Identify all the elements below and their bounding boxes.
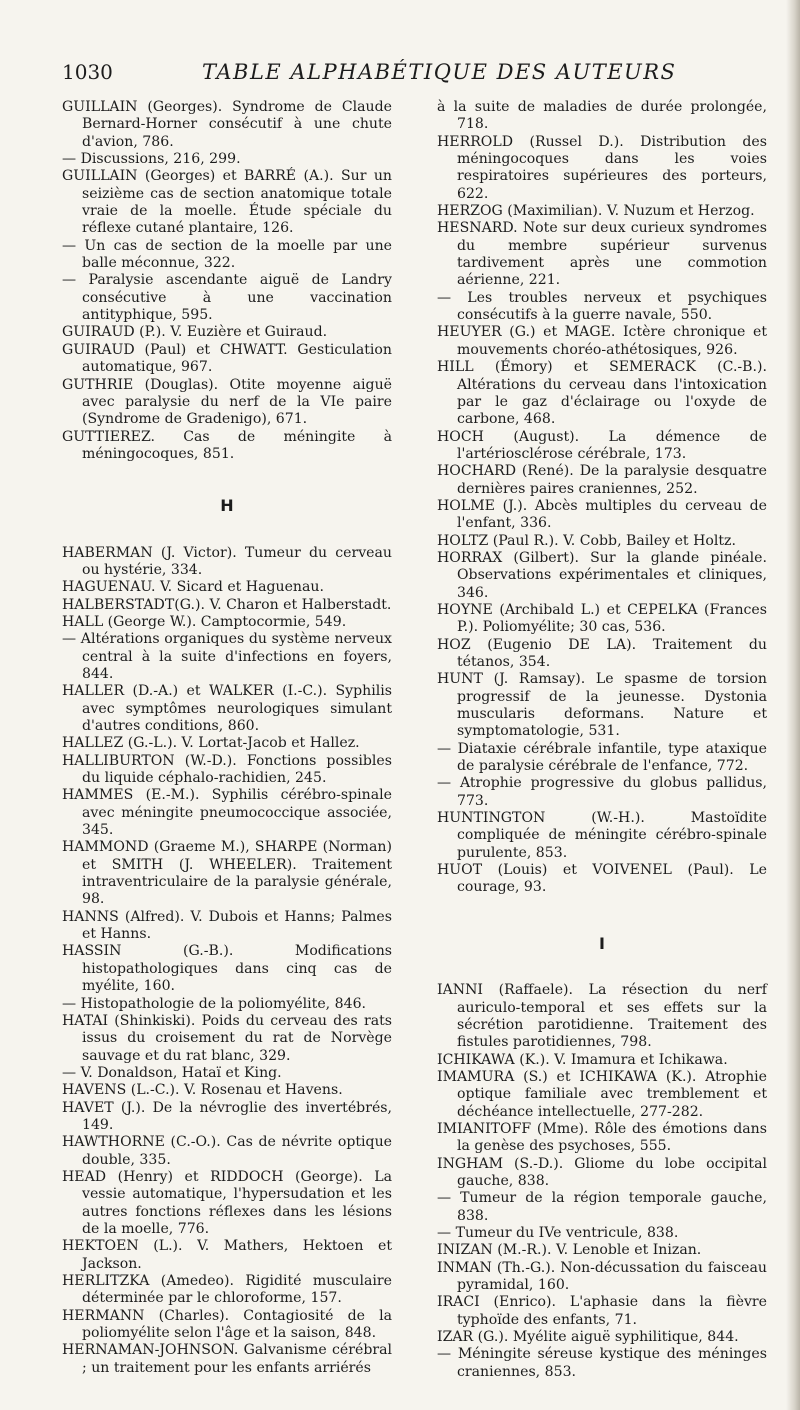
page-number: 1030	[62, 60, 113, 84]
index-entry: HOCH (August). La démence de l'artériosclérose cérébrale, 173.	[437, 428, 767, 462]
index-entry: HEKTOEN (L.). V. Mathers, Hektoen et Jackson.	[62, 1238, 392, 1272]
index-entry: — Diataxie cérébrale infantile, type ataxique de paralysie cérébrale de l'enfance, 772.	[437, 740, 767, 775]
index-entry: — V. Donaldson, Hataï et King.	[62, 1064, 282, 1081]
index-entry: HOYNE (Archibald L.) et CEPELKA (Frances P.). Poliomyélite; 30 cas, 536.	[437, 601, 767, 636]
index-entry: HALLER (D.-A.) et WALKER (I.-C.). Syphilis avec symptômes neurologiques simulant d'autres conditions, 860.	[62, 683, 392, 734]
index-entry: HATAI (Shinkiski). Poids du cerveau des rats issus du croisement du rat de Norvège sauvage et du rat blanc, 329.	[62, 1012, 392, 1064]
page-edge-shadow	[786, 0, 800, 1410]
entries-h-left	[62, 545, 392, 1378]
index-entry: ICHIKAWA (K.). V. Imamura et Ichikawa.	[437, 1051, 728, 1068]
index-entry: HESNARD. Note sur deux curieux syndromes du membre supérieur survenus tardivement après une commotion aérienne, 221.	[437, 220, 767, 289]
index-entry: HAVENS (L.-C.). V. Rosenau et Havens.	[62, 1082, 343, 1099]
index-entry: HORRAX (Gilbert). Sur la glande pinéale. Observations expérimentales et cliniques, 346.	[437, 549, 767, 601]
index-entry: — Discussions, 216, 299.	[62, 151, 241, 168]
index-entry: — Un cas de section de la moelle par une balle méconnue, 322.	[62, 237, 392, 272]
index-entry: HUOT (Louis) et VOIVENEL (Paul). Le courage, 93.	[437, 862, 767, 896]
index-entry: HALBERSTADT(G.). V. Charon et Halberstadt.	[62, 596, 392, 613]
index-entry: HANNS (Alfred). V. Dubois et Hanns; Palmes et Hanns.	[62, 908, 392, 943]
entries-h-right	[437, 99, 767, 897]
index-entry: IZAR (G.). Myélite aiguë syphilitique, 844.	[437, 1329, 739, 1346]
index-entry: — Altérations organiques du système nerveux central à la suite d'infections en foyers, 844.	[62, 631, 392, 682]
index-entry: HILL (Émory) et SEMERACK (C.-B.). Altérations du cerveau dans l'intoxication par le gaz d'éclairage ou l'oxyde de carbone, 468.	[437, 359, 767, 428]
index-entry: HUNT (J. Ramsay). Le spasme de torsion progressif de la jeunesse. Dystonia muscularis deformans. Nature et symptomatologie, 531.	[437, 671, 767, 740]
index-entry: — Méningite séreuse kystique des méninges craniennes, 853.	[437, 1346, 767, 1380]
index-entry: HERZOG (Maximilian). V. Nuzum et Herzog.	[437, 203, 755, 220]
index-entry: — Histopathologie de la poliomyélite, 846.	[62, 995, 367, 1012]
index-entry: HAGUENAU. V. Sicard et Haguenau.	[62, 579, 324, 596]
index-entry: — Atrophie progressive du globus pallidus, 773.	[437, 775, 767, 809]
index-entry: HEAD (Henry) et RIDDOCH (George). La vessie automatique, l'hypersudation et les autres fonctions réflexes dans les lésions de la moelle, 776.	[62, 1168, 392, 1237]
index-entry: HALLIBURTON (W.-D.). Fonctions possibles du liquide céphalo-rachidien, 245.	[62, 752, 392, 787]
index-entry: INMAN (Th.-G.). Non-décussation du faisceau pyramidal, 160.	[437, 1259, 767, 1293]
index-entry: — Les troubles nerveux et psychiques consécutifs à la guerre navale, 550.	[437, 289, 767, 324]
index-entry: HUNTINGTON (W.-H.). Mastoïdite compliquée de méningite cérébro-spinale purulente, 853.	[437, 810, 767, 861]
index-entry: HALLEZ (G.-L.). V. Lortat-Jacob et Hallez.	[62, 735, 360, 752]
index-entry: HAMMOND (Graeme M.), SHARPE (Norman) et SMITH (J. WHEELER). Traitement intraventriculaire de la paralysie générale, 98.	[62, 839, 392, 908]
left-column	[62, 99, 392, 1377]
section-heading-h: H	[220, 496, 234, 516]
index-entry: à la suite de maladies de durée prolongée, 718.	[437, 99, 767, 133]
running-title: TABLE ALPHABÉTIQUE DES AUTEURS	[202, 60, 677, 84]
right-column	[437, 99, 767, 1381]
index-entry: HALL (George W.). Camptocormie, 549.	[62, 613, 347, 630]
index-entry: INGHAM (S.-D.). Gliome du lobe occipital gauche, 838.	[437, 1155, 767, 1189]
entries-i	[437, 982, 767, 1381]
index-entry: HOLME (J.). Abcès multiples du cerveau de l'enfant, 336.	[437, 497, 767, 532]
index-entry: HAVET (J.). De la névroglie des invertébrés, 149.	[62, 1099, 392, 1133]
index-entry: HASSIN (G.-B.). Modifications histopathologiques dans cinq cas de myélite, 160.	[62, 943, 392, 995]
index-entry: GUTHRIE (Douglas). Otite moyenne aiguë avec paralysie du nerf de la VIe paire (Syndrome de Gradenigo), 671.	[62, 376, 392, 428]
index-entry: HOZ (Eugenio DE LA). Traitement du tétanos, 354.	[437, 636, 767, 670]
index-entry: INIZAN (M.-R.). V. Lenoble et Inizan.	[437, 1242, 702, 1259]
index-entry: HAWTHORNE (C.-O.). Cas de névrite optique double, 335.	[62, 1134, 392, 1168]
index-entry: — Tumeur du IVe ventricule, 838.	[437, 1224, 679, 1241]
index-entry: GUILLAIN (Georges). Syndrome de Claude Bernard-Horner consécutif à une chute d'avion, 786.	[62, 99, 392, 150]
section-heading-i: I	[599, 933, 605, 953]
index-entry: — Tumeur de la région temporale gauche, 838.	[437, 1190, 767, 1224]
index-entry: IRACI (Enrico). L'aphasie dans la fièvre typhoïde des enfants, 71.	[437, 1294, 767, 1328]
index-entry: GUILLAIN (Georges) et BARRÉ (A.). Sur un seizième cas de section anatomique totale vraie de la moelle. Étude spéciale du réflexe cutané plantaire, 126.	[62, 168, 392, 237]
index-entry: IMAMURA (S.) et ICHIKAWA (K.). Atrophie optique familiale avec tremblement et déchéance intellectuelle, 277-282.	[437, 1068, 767, 1120]
index-entry: IMIANITOFF (Mme). Rôle des émotions dans la genèse des psychoses, 555.	[437, 1120, 767, 1155]
page-header	[62, 60, 762, 90]
index-entry: HOLTZ (Paul R.). V. Cobb, Bailey et Holtz.	[437, 532, 736, 549]
entries-g	[62, 99, 392, 463]
index-entry: HOCHARD (René). De la paralysie desquatre dernières paires craniennes, 252.	[437, 463, 767, 497]
index-entry: HERLITZKA (Amedeo). Rigidité musculaire déterminée par le chloroforme, 157.	[62, 1273, 392, 1307]
index-entry: HABERMAN (J. Victor). Tumeur du cerveau ou hystérie, 334.	[62, 544, 392, 578]
index-entry: IANNI (Raffaele). La résection du nerf auriculo-temporal et ses effets sur la sécrétion parotidienne. Traitement des fistules parotidiennes, 798.	[437, 982, 767, 1051]
index-entry: HERNAMAN-JOHNSON. Galvanisme cérébral ; un traitement pour les enfants arriérés	[62, 1342, 392, 1376]
index-entry: HERROLD (Russel D.). Distribution des méningocoques dans les voies respiratoires supérieures des porteurs, 622.	[437, 133, 767, 202]
index-entry: GUIRAUD (Paul) et CHWATT. Gesticulation automatique, 967.	[62, 341, 392, 376]
index-entry: — Paralysie ascendante aiguë de Landry consécutive à une vaccination antityphique, 595.	[62, 272, 392, 324]
index-entry: HERMANN (Charles). Contagiosité de la poliomyélite selon l'âge et la saison, 848.	[62, 1307, 392, 1342]
index-entry: HAMMES (E.-M.). Syphilis cérébro-spinale avec méningite pneumococcique associée, 345.	[62, 787, 392, 839]
index-entry: GUTTIEREZ. Cas de méningite à méningocoques, 851.	[62, 428, 392, 462]
index-entry: HEUYER (G.) et MAGE. Ictère chronique et mouvements choréo-athétosiques, 926.	[437, 324, 767, 358]
index-entry: GUIRAUD (P.). V. Euzière et Guiraud.	[62, 324, 328, 341]
